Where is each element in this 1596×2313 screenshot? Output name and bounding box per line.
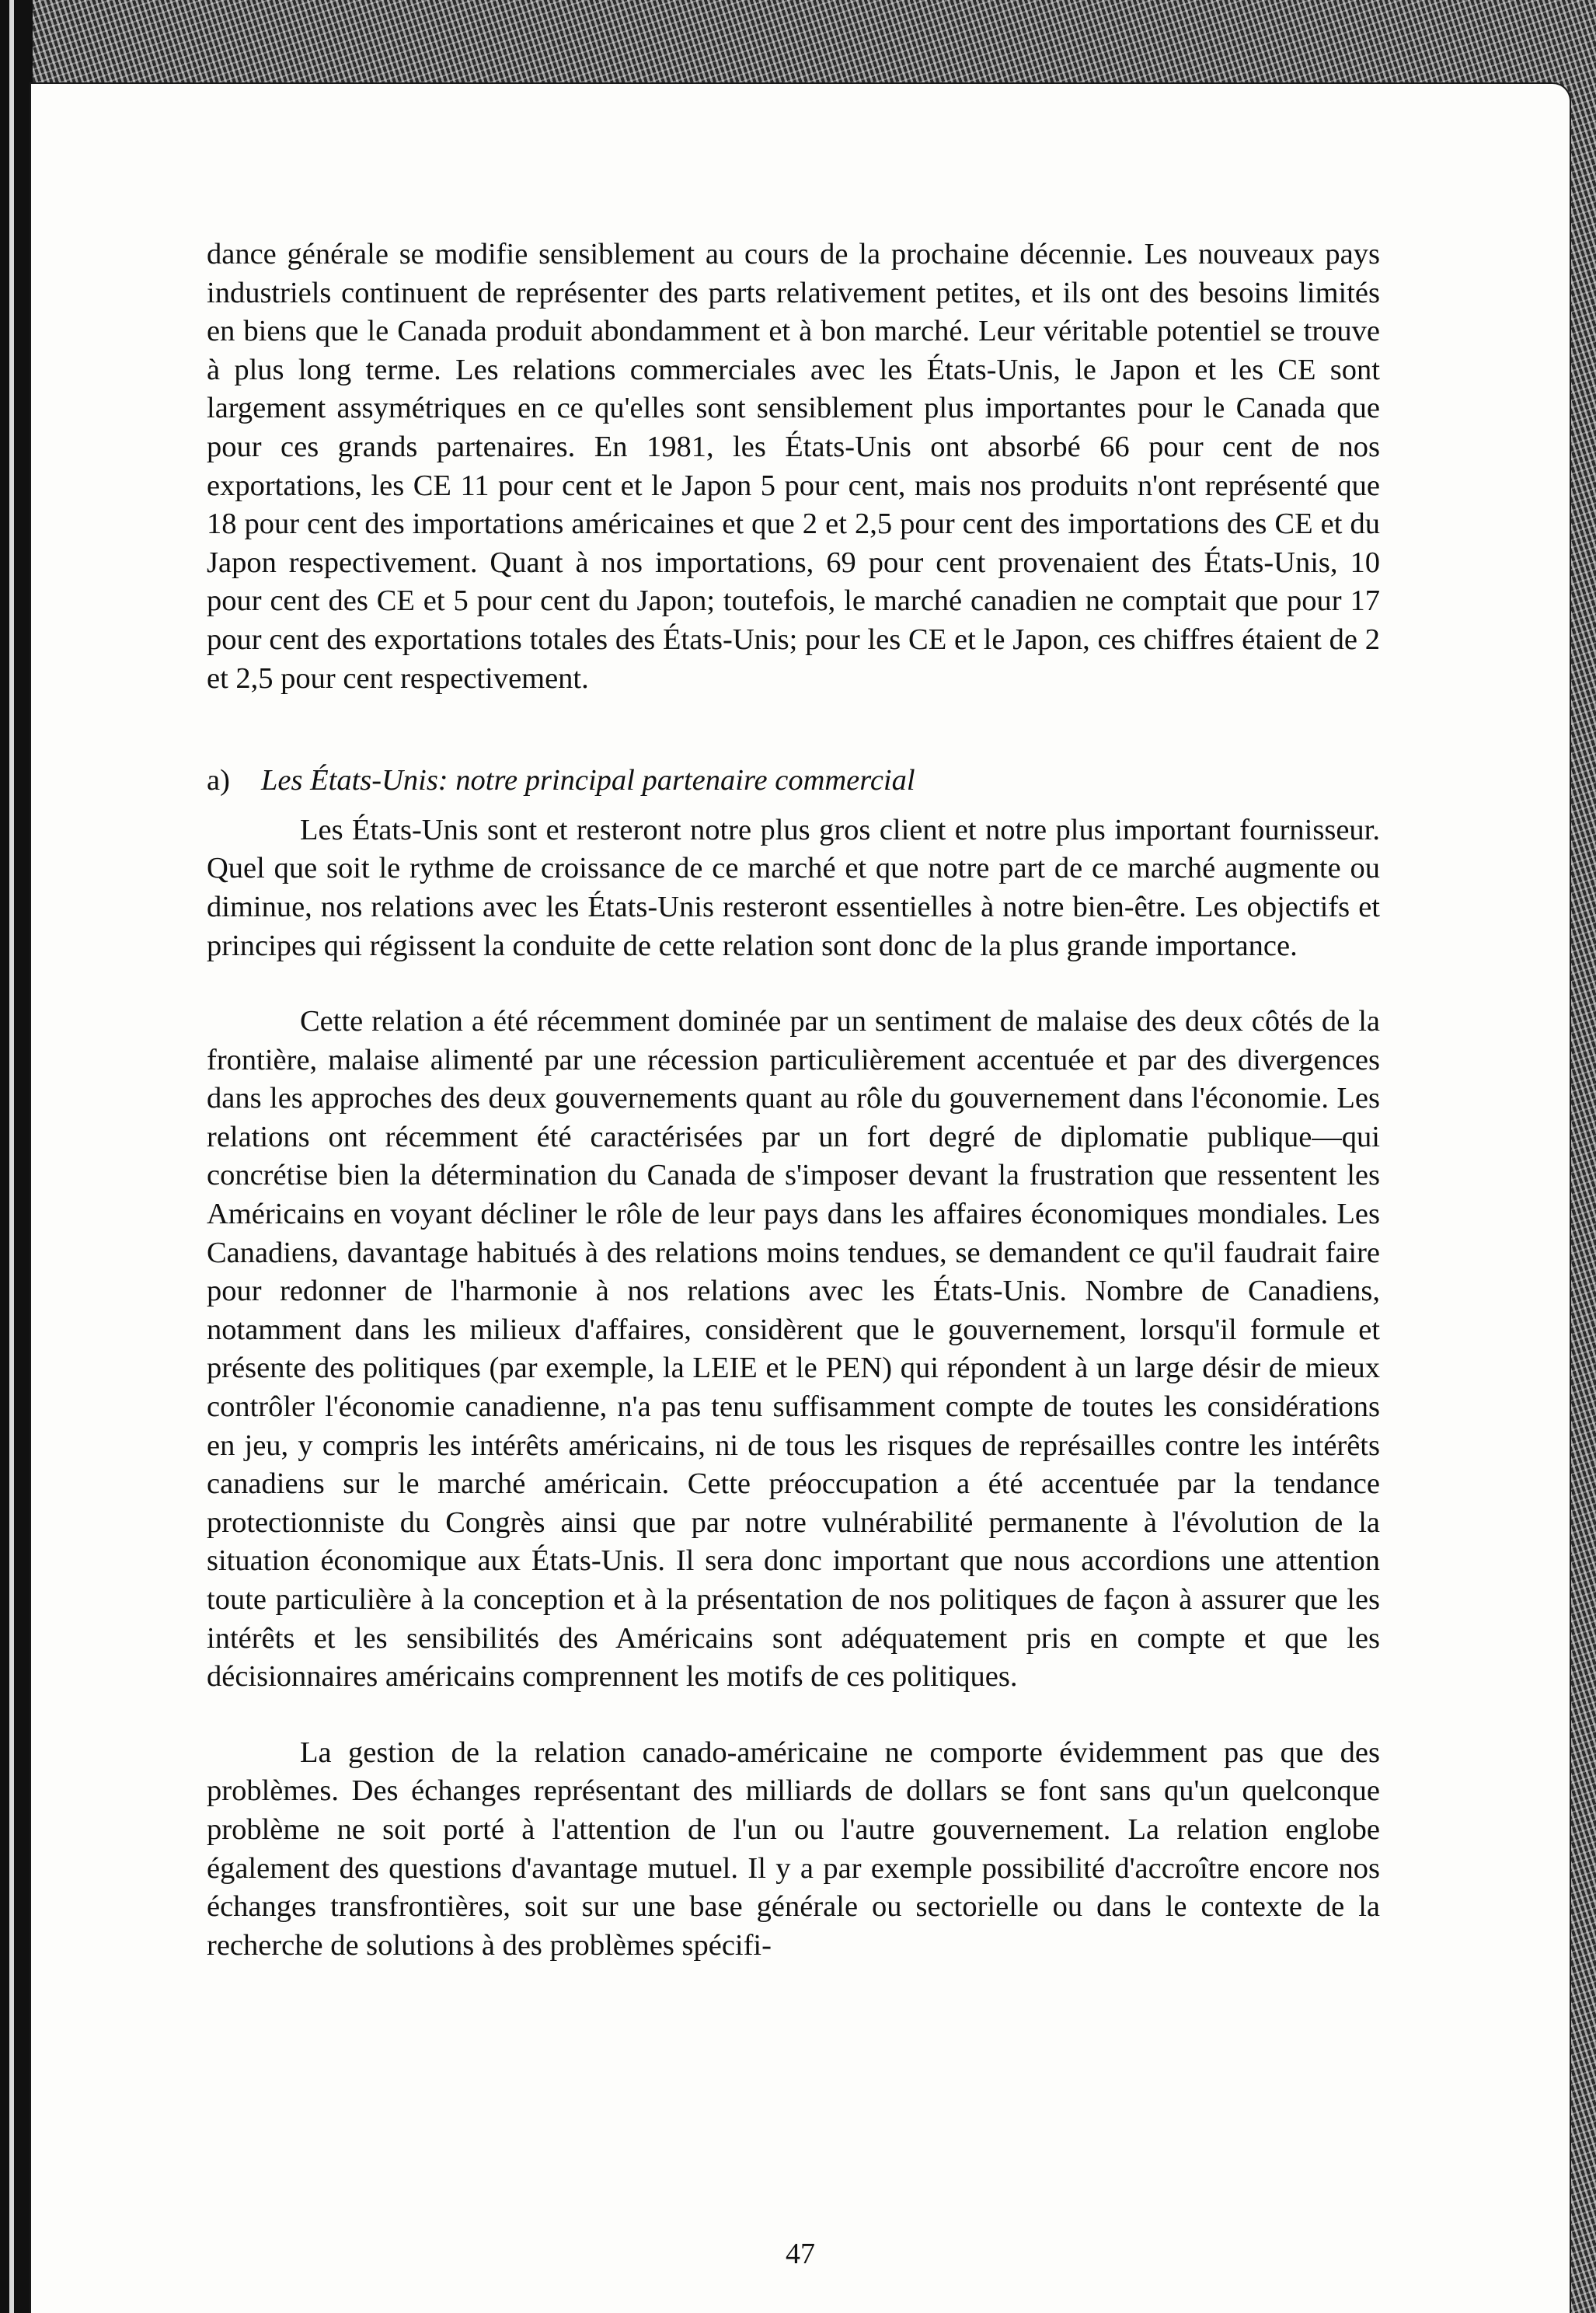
spacer xyxy=(207,698,1380,762)
page-body xyxy=(207,235,1380,1965)
section-marker: a) xyxy=(207,764,230,797)
scan-left-edge-highlight xyxy=(9,0,14,2313)
section-heading xyxy=(207,762,1380,801)
scan-left-edge xyxy=(0,0,33,2313)
spacer xyxy=(207,1697,1380,1734)
paragraph-us-main-partner: Les États-Unis sont et resteront notre plus gros client et notre plus important fournisseur. Quel que soit le rythme de croissance de ce marché et que notre part de ce marché augmente ou diminue, nos relations avec les États-Unis resteront essentielles à notre bien-être. Les objectifs et principes qui régissent la conduite de cette relation sont donc de la plus grande importance. xyxy=(207,813,1380,962)
paragraph-continuation: dance générale se modifie sensiblement au cours de la prochaine décennie. Les nouveaux pays industriels continuent de représenter des parts relativement petites, et ils ont des besoins limités en biens que le Canada produit abondamment et à bon marché. Leur véritable potentiel se trouve à plus long terme. Les relations commerciales avec les États-Unis, le Japon et les CE sont largement assymétriques en ce qu'elles sont sensiblement plus importantes pour le Canada que pour ces grands partenaires. En 1981, les États-Unis ont absorbé 66 pour cent de nos exportations, les CE 11 pour cent et le Japon 5 pour cent, mais nos produits n'ont représenté que 18 pour cent des importations américaines et que 2 et 2,5 pour cent des importations des CE et du Japon respectivement. Quant à nos importations, 69 pour cent provenaient des États-Unis, 10 pour cent des CE et 5 pour cent du Japon; toutefois, le marché canadien ne comptait que pour 17 pour cent des exportations totales des États-Unis; pour les CE et le Japon, ces chiffres étaient de 2 et 2,5 pour cent respectivement. xyxy=(207,238,1380,695)
spacer xyxy=(207,801,1380,811)
document-page xyxy=(31,84,1570,2313)
spacer xyxy=(207,965,1380,1003)
page-number: 47 xyxy=(786,2238,815,2270)
section-title: Les États-Unis: notre principal partenaire commercial xyxy=(261,764,915,797)
paragraph-relation-malaise: Cette relation a été récemment dominée par un sentiment de malaise des deux côtés de la frontière, malaise alimenté par une récession particulièrement accentuée et par des divergences dans les approches des deux gouvernements quant au rôle du gouvernement dans l'économie. Les relations ont récemment été caractérisées par un fort degré de diplomatie publique—qui concrétise bien la détermination du Canada de s'imposer devant la frustration que ressentent les Américains en voyant décliner le rôle de leur pays dans les affaires économiques mondiales. Les Canadiens, davantage habitués à des relations moins tendues, se demandent ce qu'il faudrait faire pour redonner de l'harmonie à nos relations avec les États-Unis. Nombre de Canadiens, notamment dans les milieux d'affaires, considèrent que le gouvernement, lorsqu'il formule et présente des politiques (par exemple, la LEIE et le PEN) qui répondent à un large désir de mieux contrôler l'économie canadienne, n'a pas tenu suffisamment compte de toutes les considérations en jeu, y compris les intérêts américains, ni de tous les risques de représailles contre les intérêts canadiens sur le marché américain. Cette préoccupation a été accentuée par la tendance protectionniste du Congrès ainsi que par notre vulnérabilité permanente à l'évolution de la situation économique aux États-Unis. Il sera donc important que nous accordions une attention toute particulière à la conception et à la présentation de nos politiques de façon à assurer que les intérêts et les sensibilités des Américains sont adéquatement pris en compte et que les décisionnaires américains comprennent les motifs de ces politiques. xyxy=(207,1005,1380,1694)
paragraph-relation-management: La gestion de la relation canado-américaine ne comporte évidemment pas que des problèmes. Des échanges représentant des milliards de dollars se font sans qu'un quelconque problème ne soit porté à l'attention de l'un ou l'autre gouvernement. La relation englobe également des questions d'avantage mutuel. Il y a par exemple possibilité d'accroître encore nos échanges transfrontières, soit sur une base générale ou sectorielle ou dans le contexte de la recherche de solutions à des problèmes spécifi- xyxy=(207,1736,1380,1962)
